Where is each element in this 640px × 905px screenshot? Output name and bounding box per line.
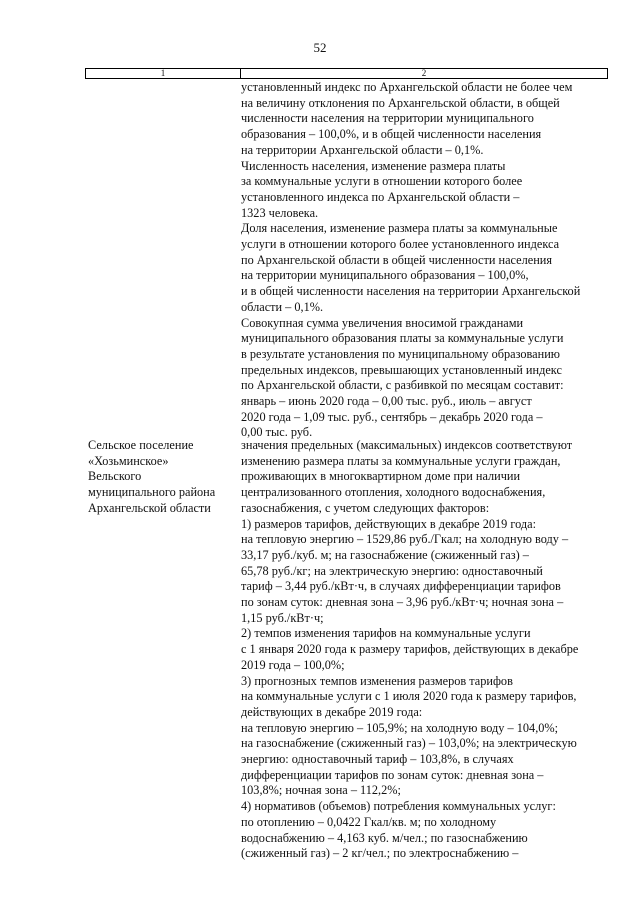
table-header-row [85,68,608,79]
municipality-line: Сельское поселение [88,438,194,452]
text-line: Совокупная сумма увеличения вносимой гражданами [241,315,524,330]
text-line: 2) темпов изменения тарифов на коммунальные услуги [241,626,531,641]
text-line: установленный индекс по Архангельской области не более чем [241,80,573,94]
table-header-col-1: 1 [86,69,241,78]
table-cell-description-continued [241,80,616,441]
text-line: 33,17 руб./куб. м; на газоснабжение (сжиженный газ) – [241,547,529,562]
table-cell-municipality [88,438,238,517]
text-line: 3) прогнозных темпов изменения размеров тарифов [241,673,513,688]
table-cell-description [241,438,616,862]
text-line: 1323 человека. [241,205,319,220]
text-line: 2019 года – 100,0%; [241,657,345,672]
text-line: и в общей численности населения на территории Архангельской [241,284,581,299]
text-line: 103,8%; ночная зона – 112,2%; [241,783,401,798]
text-line: на территории муниципального образования – 100,0%, [241,268,529,283]
text-line: на коммунальные услуги с 1 июля 2020 года к размеру тарифов, [241,689,577,704]
text-line: 4) нормативов (объемов) потребления коммунальных услуг: [241,799,556,814]
text-line: 1) размеров тарифов, действующих в декабре 2019 года: [241,516,537,531]
text-line: дифференциации тарифов по зонам суток: дневная зона – [241,767,544,782]
text-line: (сжиженный газ) – 2 кг/чел.; по электроснабжению – [241,846,519,861]
text-line: централизованного отопления, холодного водоснабжения, [241,485,546,500]
text-line: на тепловую энергию – 105,9%; на холодную воду – 104,0%; [241,720,559,735]
text-line: на тепловую энергию – 1529,86 руб./Гкал; на холодную воду – [241,532,569,547]
text-line: образования – 100,0%, и в общей численности населения [241,127,542,142]
text-line: Доля населения, изменение размера платы за коммунальные [241,221,558,236]
municipality-line: Архангельской области [88,500,211,515]
text-line: по зонам суток: дневная зона – 3,96 руб./кВт·ч; ночная зона – [241,595,564,610]
page-number: 52 [313,40,327,55]
text-line: 2020 года – 1,09 тыс. руб., сентябрь – декабрь 2020 года – [241,409,543,424]
text-line: численности населения на территории муниципального [241,111,534,126]
text-line: энергию: одноставочный тариф – 103,8%, в случаях [241,752,514,767]
text-line: за коммунальные услуги в отношении которого более [241,174,523,189]
text-line: значения предельных (максимальных) индексов соответствуют [241,438,573,452]
text-line: январь – июнь 2020 года – 0,00 тыс. руб., июль – август [241,394,532,409]
text-line: Численность населения, изменение размера платы [241,158,506,173]
text-line: на территории Архангельской области – 0,1%. [241,142,484,157]
table-header-col-2: 2 [421,68,427,78]
text-line: газоснабжения, с учетом следующих факторов: [241,500,490,515]
text-line: в результате установления по муниципальному образованию [241,346,560,361]
text-line: услуги в отношении которого более установленного индекса [241,237,560,252]
text-line: на величину отклонения по Архангельской области, в общей [241,95,560,110]
municipality-line: «Хозьминское» [88,453,169,468]
text-line: по Архангельской области в общей численности населения [241,252,553,267]
text-line: действующих в декабре 2019 года: [241,704,423,719]
text-line: тариф – 3,44 руб./кВт·ч, в случаях дифференциации тарифов [241,579,561,594]
municipality-line: Вельского [88,469,142,484]
text-line: на газоснабжение (сжиженный газ) – 103,0%; на электрическую [241,736,577,751]
text-line: 1,15 руб./кВт·ч; [241,610,324,625]
municipality-line: муниципального района [88,485,216,500]
text-line: области – 0,1%. [241,299,324,314]
text-line: проживающих в многоквартирном доме при наличии [241,469,521,484]
text-line: водоснабжению – 4,163 куб. м/чел.; по газоснабжению [241,830,528,845]
text-line: муниципального образования платы за коммунальные услуги [241,331,564,346]
text-line: 0,00 тыс. руб. [241,425,313,440]
text-line: 65,78 руб./кг; на электрическую энергию: одноставочный [241,563,543,578]
text-line: по отоплению – 0,0422 Гкал/кв. м; по холодному [241,814,497,829]
text-line: изменению размера платы за коммунальные услуги граждан, [241,453,561,468]
text-line: установленного индекса по Архангельской области – [241,189,520,204]
text-line: по Архангельской области, с разбивкой по месяцам составит: [241,378,564,393]
text-line: с 1 января 2020 года к размеру тарифов, действующих в декабре [241,642,579,657]
text-line: предельных индексов, превышающих установленный индекс [241,362,562,377]
